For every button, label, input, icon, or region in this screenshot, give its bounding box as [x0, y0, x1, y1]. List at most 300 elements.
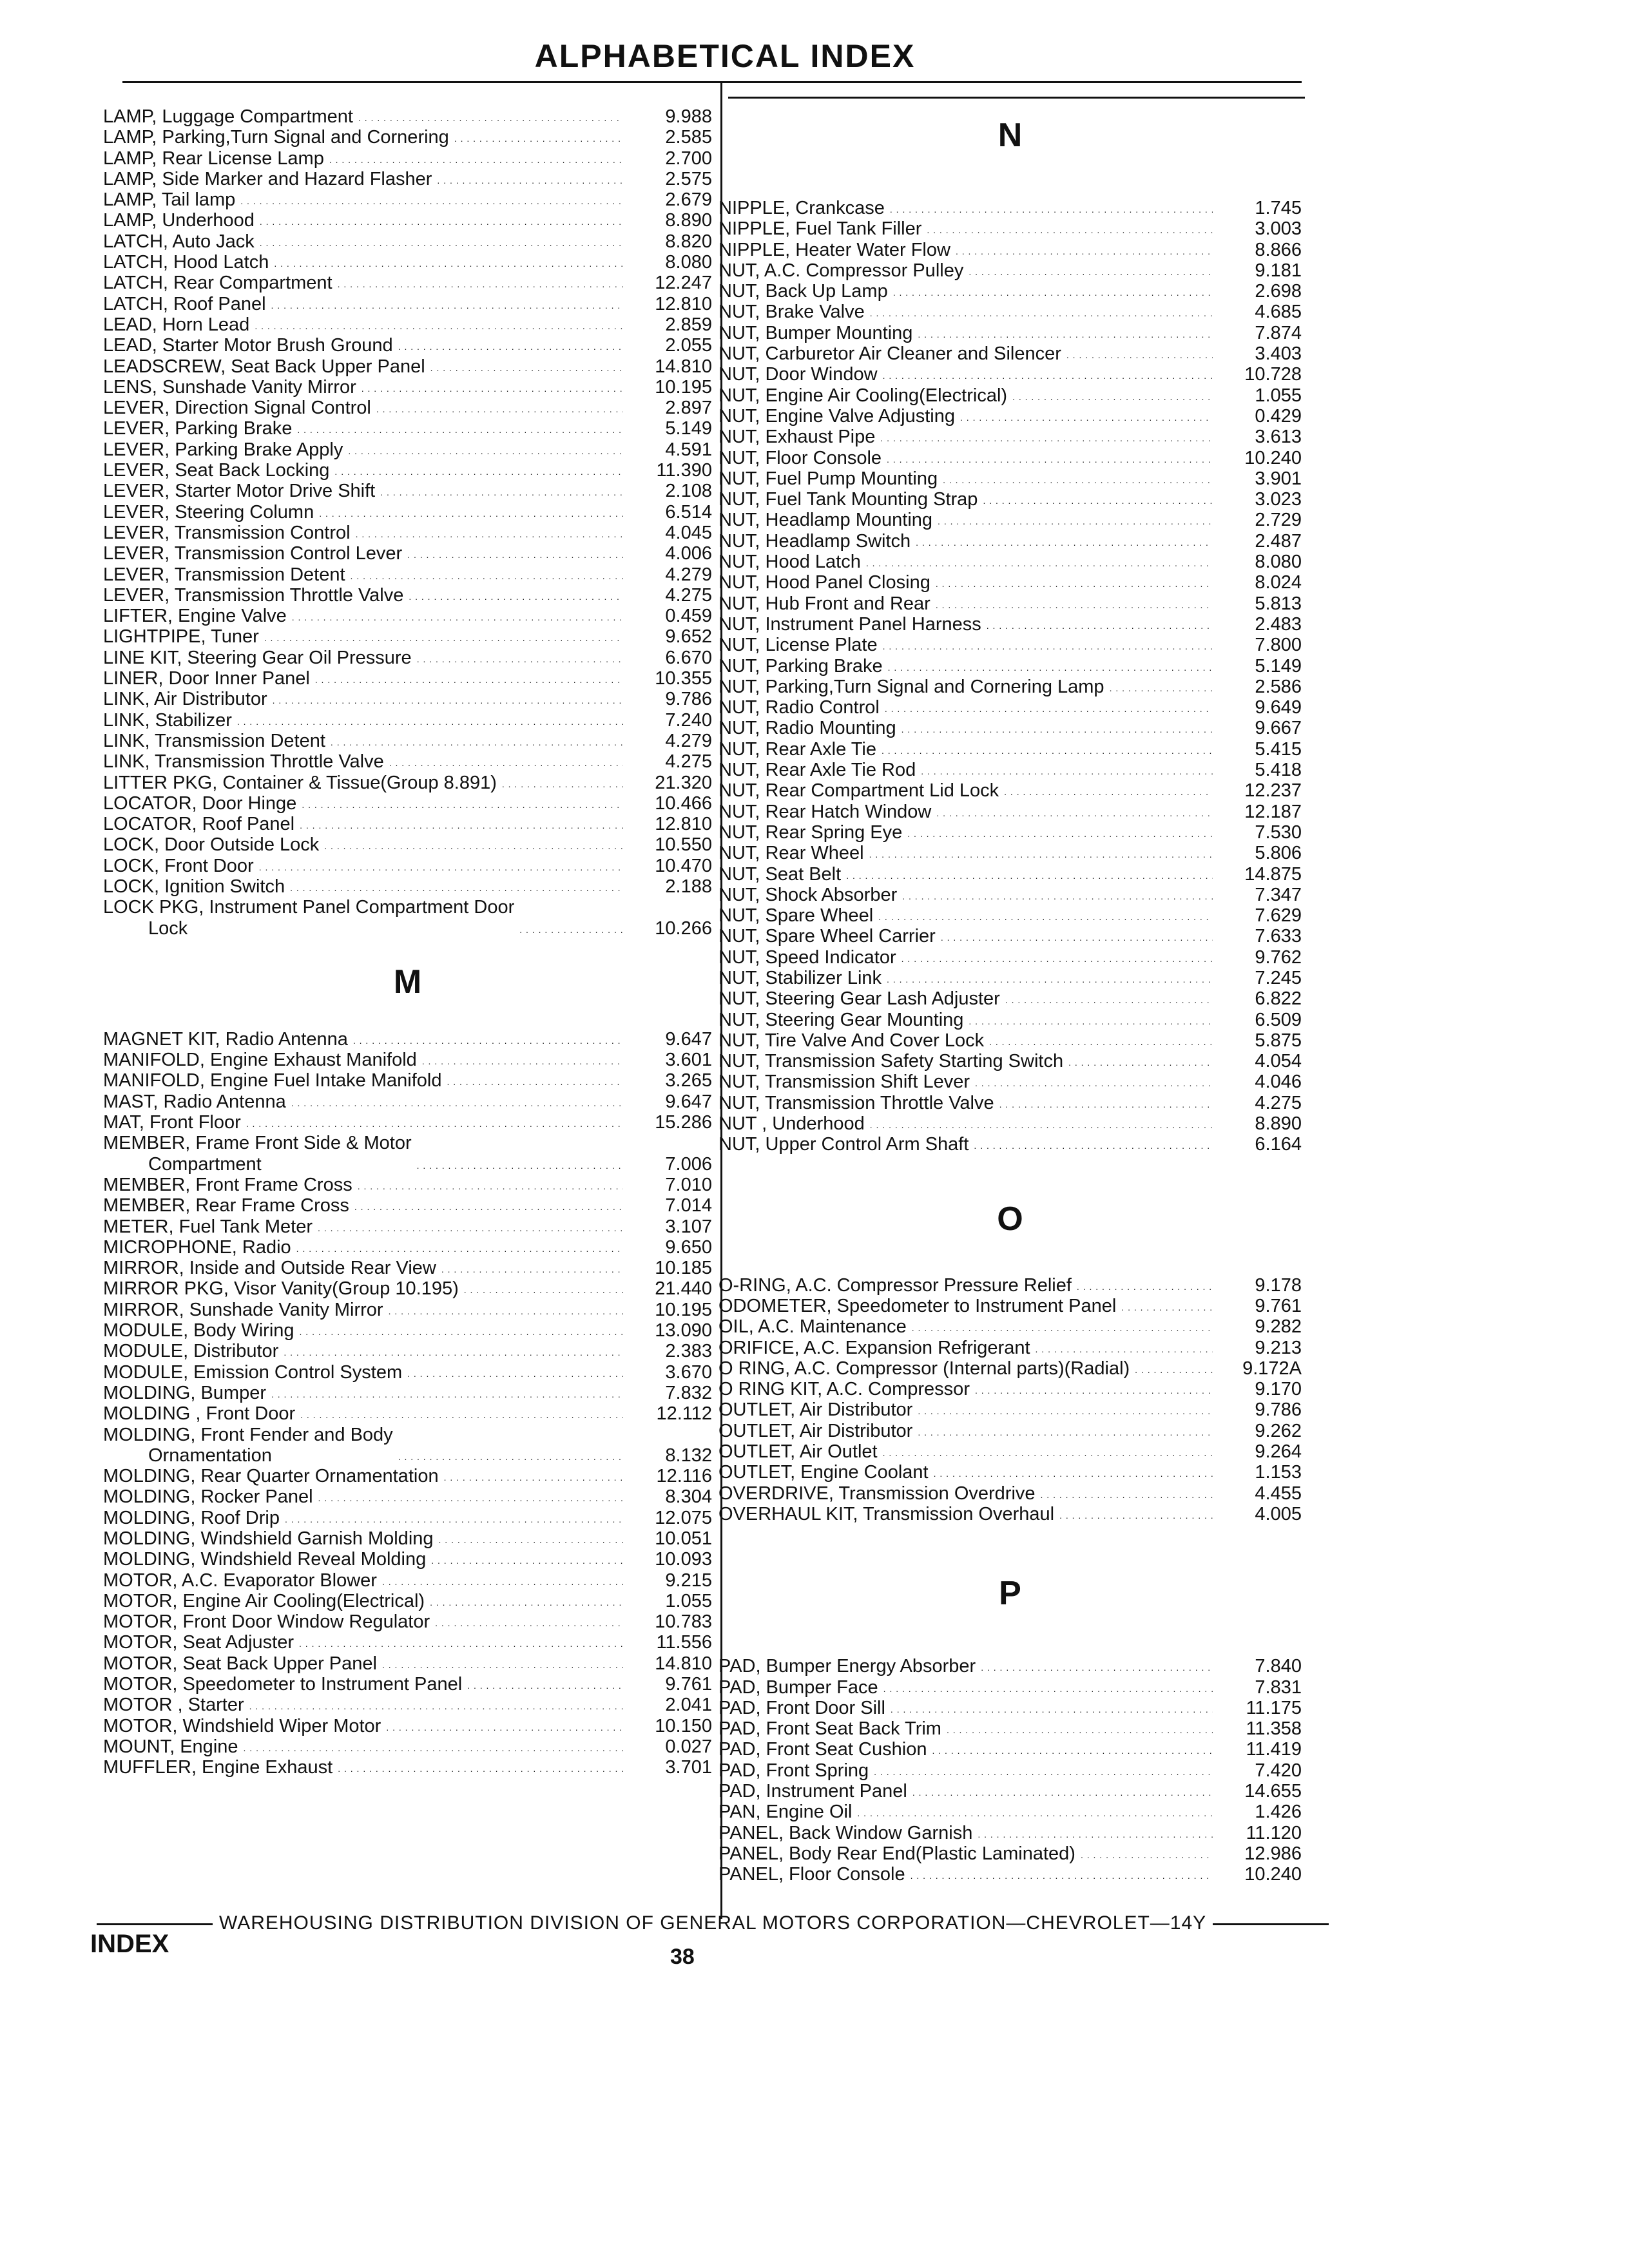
dot-leader: [902, 885, 1213, 905]
index-entry: [718, 1421, 1302, 1441]
section-n-list: [718, 198, 1302, 1155]
entry-description: NUT, Shock Absorber: [718, 884, 898, 905]
dot-leader: [318, 1216, 623, 1237]
dot-leader: [1077, 1275, 1213, 1296]
dot-leader: [1066, 343, 1213, 364]
entry-group-number: 4.005: [1255, 1503, 1302, 1524]
dot-leader: [880, 427, 1213, 447]
entry-description: NUT, Transmission Throttle Valve: [718, 1092, 994, 1113]
dot-leader: [857, 1802, 1213, 1822]
entry-description-multiline: [103, 1133, 412, 1175]
dot-leader: [927, 218, 1213, 239]
entry-description: LEVER, Starter Motor Drive Shift: [103, 481, 376, 502]
index-entry: [103, 731, 712, 751]
index-entry: [103, 1216, 712, 1237]
section-m-list: [103, 1029, 712, 1778]
dot-leader: [956, 240, 1213, 260]
dot-leader: [943, 468, 1213, 489]
index-entry: [718, 552, 1302, 572]
dot-leader: [292, 606, 623, 626]
entry-description: PAD, Front Door Sill: [718, 1697, 885, 1718]
dot-leader: [891, 1698, 1213, 1718]
dot-leader: [380, 481, 623, 501]
entry-description: MAGNET KIT, Radio Antenna: [103, 1028, 348, 1050]
index-entry: [718, 926, 1302, 947]
dot-leader: [911, 1864, 1213, 1885]
entry-description: MEMBER, Front Frame Cross: [103, 1174, 352, 1195]
dot-leader: [938, 510, 1213, 530]
entry-group-number: 8.820: [665, 231, 712, 252]
dot-leader: [386, 1716, 623, 1736]
entry-description: MANIFOLD, Engine Fuel Intake Manifold: [103, 1070, 442, 1091]
entry-description: NUT, Rear Hatch Window: [718, 801, 932, 822]
section-p-list: [718, 1656, 1302, 1885]
entry-description: OUTLET, Air Outlet: [718, 1441, 878, 1463]
dot-leader: [285, 1508, 623, 1528]
entry-description: PAD, Front Seat Back Trim: [718, 1718, 941, 1740]
dot-leader: [398, 335, 623, 356]
entry-description: MOLDING , Front Door: [103, 1403, 296, 1425]
index-entry: [718, 1677, 1302, 1698]
entry-group-number: 9.282: [1255, 1316, 1302, 1338]
dot-leader: [912, 1316, 1213, 1337]
index-entry: [103, 1757, 712, 1778]
footer-rule-left: [97, 1923, 213, 1925]
entry-description: PANEL, Body Rear End(Plastic Laminated): [718, 1843, 1075, 1864]
entry-group-number: 12.810: [655, 293, 712, 314]
index-entry: [718, 302, 1302, 322]
entry-description: LATCH, Roof Panel: [103, 293, 266, 314]
dot-leader: [870, 302, 1213, 322]
entry-description: NUT, Fuel Pump Mounting: [718, 468, 938, 489]
entry-description: PAD, Front Seat Cushion: [718, 1739, 927, 1760]
entry-group-number: 10.051: [655, 1528, 712, 1549]
index-entry: [718, 905, 1302, 926]
dot-leader: [869, 843, 1213, 863]
index-entry: [718, 885, 1302, 905]
dot-leader: [978, 1823, 1213, 1843]
header-rule: [122, 81, 1302, 83]
entry-group-number: 4.275: [665, 584, 712, 606]
index-entry: [718, 697, 1302, 718]
dot-leader: [1005, 988, 1213, 1009]
entry-group-number: 9.761: [665, 1674, 712, 1695]
entry-group-number: 4.275: [665, 751, 712, 773]
dot-leader: [1068, 1051, 1213, 1072]
index-entry: [103, 793, 712, 814]
entry-description: LINK, Transmission Detent: [103, 730, 325, 751]
entry-description: MUFFLER, Engine Exhaust: [103, 1757, 333, 1778]
entry-description: LEAD, Starter Motor Brush Ground: [103, 335, 393, 356]
index-entry: [718, 468, 1302, 489]
entry-group-number: 8.304: [665, 1486, 712, 1508]
entry-description: NUT, Rear Wheel: [718, 843, 864, 864]
entry-group-number: 12.187: [1244, 801, 1302, 822]
dot-leader: [936, 572, 1213, 593]
dot-leader: [271, 1383, 623, 1403]
index-entry: [718, 531, 1302, 552]
index-entry: [103, 1528, 712, 1549]
entry-group-number: 2.041: [665, 1695, 712, 1716]
index-entry: [103, 210, 712, 231]
section-n: [718, 106, 1302, 1155]
entry-description: NIPPLE, Heater Water Flow: [718, 239, 950, 260]
entry-description: LATCH, Auto Jack: [103, 231, 255, 252]
entry-description: NUT, Radio Control: [718, 697, 880, 718]
dot-leader: [296, 1237, 623, 1258]
entry-group-number: 6.670: [665, 647, 712, 668]
entry-group-number: 3.613: [1255, 427, 1302, 448]
entry-description: NIPPLE, Crankcase: [718, 198, 885, 218]
index-entry: [718, 1823, 1302, 1843]
entry-group-number: 7.014: [665, 1195, 712, 1216]
entry-group-number: 2.700: [665, 148, 712, 169]
entry-group-number: 3.670: [665, 1361, 712, 1383]
dot-leader: [376, 398, 623, 418]
index-entry: [103, 1570, 712, 1591]
index-entry: [103, 834, 712, 855]
index-entry: [103, 1237, 712, 1258]
index-entry: [718, 1656, 1302, 1677]
entry-group-number: 9.178: [1255, 1274, 1302, 1296]
dot-leader: [916, 531, 1213, 552]
entry-group-number: 1.055: [1255, 385, 1302, 406]
dot-leader: [1036, 1338, 1213, 1358]
entry-group-number: 7.530: [1255, 822, 1302, 843]
entry-description: NUT, Stabilizer Link: [718, 967, 882, 988]
entry-description: MOLDING, Rocker Panel: [103, 1486, 313, 1508]
entry-description: MOLDING, Front Fender and Body: [103, 1424, 393, 1445]
dot-leader: [887, 968, 1213, 988]
entry-description: MOTOR, A.C. Evaporator Blower: [103, 1570, 377, 1591]
entry-description: NUT, Headlamp Switch: [718, 530, 911, 552]
entry-description: MOTOR, Seat Adjuster: [103, 1632, 294, 1653]
index-entry: [103, 876, 712, 897]
entry-description: OVERHAUL KIT, Transmission Overhaul: [718, 1503, 1055, 1524]
index-entry: [103, 1466, 712, 1486]
entry-group-number: 0.429: [1255, 405, 1302, 427]
entry-description-multiline: [103, 897, 514, 939]
index-entry: [103, 106, 712, 127]
entry-group-number: 4.046: [1255, 1072, 1302, 1093]
entry-group-number: 6.164: [1255, 1134, 1302, 1155]
entry-description: LOCATOR, Door Hinge: [103, 793, 297, 814]
entry-group-number: 2.483: [1255, 613, 1302, 635]
entry-description: LIGHTPIPE, Tuner: [103, 626, 259, 648]
index-entry: [103, 1133, 712, 1175]
index-entry: [103, 856, 712, 876]
index-entry: [103, 1425, 712, 1466]
dot-leader: [1059, 1504, 1213, 1524]
entry-group-number: 9.647: [665, 1028, 712, 1050]
index-entry: [103, 585, 712, 606]
entry-group-number: 11.358: [1246, 1718, 1302, 1740]
dot-leader: [960, 406, 1213, 427]
entry-group-number: 9.262: [1255, 1420, 1302, 1441]
section-m: [103, 953, 712, 1778]
index-entry: [718, 1316, 1302, 1337]
section-letter-m: M: [393, 963, 422, 1001]
dot-leader: [1121, 1296, 1213, 1316]
entry-description: NUT, Seat Belt: [718, 863, 842, 885]
section-p: [718, 1564, 1302, 1885]
dot-leader: [315, 668, 623, 689]
dot-leader: [464, 1278, 623, 1299]
dot-leader: [870, 1113, 1213, 1134]
index-entry: [103, 502, 712, 523]
dot-leader: [260, 231, 623, 252]
entry-description: LEVER, Transmission Control: [103, 522, 351, 543]
entry-description: LINE KIT, Steering Gear Oil Pressure: [103, 647, 412, 668]
index-entry: [103, 1050, 712, 1070]
index-entry: [718, 1462, 1302, 1483]
entry-description: LOCATOR, Roof Panel: [103, 814, 295, 835]
entry-description: MEMBER, Rear Frame Cross: [103, 1195, 349, 1216]
index-entry: [718, 260, 1302, 281]
index-entry: [103, 294, 712, 314]
entry-group-number: 3.107: [665, 1216, 712, 1237]
dot-leader: [297, 418, 623, 439]
header-rule-right: [728, 97, 1305, 99]
index-entry: [718, 780, 1302, 801]
dot-leader: [274, 252, 623, 273]
entry-group-number: 11.175: [1246, 1697, 1302, 1718]
entry-group-number: 10.266: [655, 918, 712, 939]
entry-group-number: 4.279: [665, 564, 712, 585]
entry-description: LITTER PKG, Container & Tissue(Group 8.891): [103, 772, 497, 793]
entry-group-number: 9.988: [665, 106, 712, 127]
index-entry: [103, 1362, 712, 1383]
index-entry: [103, 751, 712, 772]
index-entry: [718, 1338, 1302, 1358]
entry-description: MOTOR, Engine Air Cooling(Electrical): [103, 1590, 425, 1611]
dot-leader: [890, 198, 1213, 218]
dot-leader: [422, 1050, 623, 1070]
dot-leader: [290, 876, 623, 897]
entry-description: NUT, Radio Mounting: [718, 718, 896, 739]
dot-leader: [441, 1258, 623, 1278]
entry-description-continued: Ornamentation: [148, 1445, 272, 1466]
entry-group-number: 3.701: [665, 1757, 712, 1778]
index-entry: [103, 689, 712, 709]
entry-group-number: 9.647: [665, 1091, 712, 1112]
dot-leader: [883, 1441, 1213, 1462]
dot-leader: [437, 169, 623, 189]
entry-description: PANEL, Floor Console: [718, 1864, 905, 1885]
entry-description: LATCH, Rear Compartment: [103, 273, 333, 294]
entry-group-number: 10.470: [655, 855, 712, 876]
entry-group-number: 9.761: [1255, 1295, 1302, 1316]
entry-group-number: 3.023: [1255, 489, 1302, 510]
entry-group-number: 7.010: [665, 1174, 712, 1195]
entry-group-number: 2.897: [665, 398, 712, 419]
index-entry: [718, 448, 1302, 468]
index-entry: [103, 1195, 712, 1216]
index-entry: [103, 814, 712, 834]
dot-leader: [329, 148, 623, 169]
index-entry: [103, 335, 712, 356]
entry-group-number: 8.080: [665, 252, 712, 273]
index-entry: [718, 1113, 1302, 1134]
entry-group-number: 10.150: [655, 1715, 712, 1736]
page-number: 38: [670, 1945, 695, 1969]
index-entry: [103, 252, 712, 273]
entry-group-number: 1.426: [1255, 1802, 1302, 1823]
entry-description: MOLDING, Roof Drip: [103, 1507, 280, 1528]
index-entry: [718, 802, 1302, 822]
footer-line: [90, 1912, 1411, 1934]
entry-group-number: 2.859: [665, 314, 712, 335]
index-entry: [718, 1358, 1302, 1379]
dot-leader: [975, 1072, 1213, 1092]
dot-leader: [1110, 677, 1213, 697]
entry-description: O RING KIT, A.C. Compressor: [718, 1379, 970, 1400]
index-entry: [718, 843, 1302, 863]
entry-group-number: 1.745: [1255, 198, 1302, 218]
dot-leader: [244, 1736, 623, 1757]
footer-rule-right: [1213, 1923, 1329, 1925]
index-entry: [718, 343, 1302, 364]
dot-leader: [260, 210, 623, 231]
entry-description: LEVER, Steering Column: [103, 501, 314, 523]
dot-leader: [351, 564, 623, 585]
index-entry: [103, 398, 712, 418]
dot-leader: [921, 760, 1213, 780]
entry-group-number: 9.762: [1255, 947, 1302, 968]
dot-leader: [934, 1462, 1213, 1483]
entry-description-continued: Lock: [148, 918, 188, 939]
entry-group-number: 6.514: [665, 501, 712, 523]
entry-group-number: 9.181: [1255, 260, 1302, 281]
entry-description: MODULE, Distributor: [103, 1341, 279, 1362]
index-entry: [718, 1030, 1302, 1051]
index-entry: [103, 1175, 712, 1195]
index-entry: [718, 240, 1302, 260]
entry-description: MIRROR, Inside and Outside Rear View: [103, 1258, 436, 1279]
index-entry: [718, 572, 1302, 593]
entry-description: NUT, Rear Axle Tie Rod: [718, 760, 916, 781]
index-entry: [103, 231, 712, 252]
dot-leader: [430, 356, 623, 377]
entry-description: MOTOR, Speedometer to Instrument Panel: [103, 1674, 463, 1695]
entry-description: PAD, Front Spring: [718, 1760, 869, 1781]
dot-leader: [358, 1175, 623, 1195]
dot-leader: [999, 1093, 1213, 1113]
index-entry: [718, 593, 1302, 614]
entry-group-number: 4.045: [665, 522, 712, 543]
index-entry: [103, 377, 712, 398]
entry-group-number: 9.786: [665, 689, 712, 710]
entry-description: NUT, Instrument Panel Harness: [718, 613, 981, 635]
index-entry: [103, 1591, 712, 1611]
index-entry: [103, 543, 712, 564]
entry-description: NUT, Transmission Safety Starting Switch: [718, 1051, 1064, 1072]
index-entry: [718, 677, 1302, 697]
dot-leader: [1081, 1843, 1213, 1864]
index-entry: [718, 489, 1302, 510]
entry-group-number: 2.729: [1255, 510, 1302, 531]
index-entry: [718, 1399, 1302, 1420]
entry-description: NUT, Spare Wheel Carrier: [718, 926, 936, 947]
entry-description: NUT, Speed Indicator: [718, 947, 896, 968]
index-entry: [103, 710, 712, 731]
index-entry: [103, 189, 712, 210]
entry-group-number: 7.006: [665, 1153, 712, 1175]
entry-description: O RING, A.C. Compressor (Internal parts)(Radial): [718, 1358, 1130, 1379]
index-entry: [103, 1695, 712, 1715]
entry-group-number: 2.055: [665, 335, 712, 356]
dot-leader: [983, 489, 1213, 510]
dot-leader: [356, 523, 623, 543]
entry-description: LEVER, Transmission Detent: [103, 564, 345, 585]
entry-description: MIRROR, Sunshade Vanity Mirror: [103, 1299, 383, 1320]
dot-leader: [249, 1695, 623, 1715]
entry-description: LINER, Door Inner Panel: [103, 668, 310, 689]
entry-group-number: 4.685: [1255, 302, 1302, 323]
entry-group-number: 10.466: [655, 793, 712, 814]
entry-description: PAD, Bumper Face: [718, 1677, 878, 1698]
index-entry: [103, 148, 712, 169]
dot-leader: [883, 1677, 1213, 1698]
index-entry: [103, 523, 712, 543]
entry-description: NUT, Parking,Turn Signal and Cornering Lamp: [718, 676, 1104, 697]
dot-leader: [932, 1739, 1213, 1760]
entry-group-number: 2.188: [665, 876, 712, 897]
index-entry: [103, 1674, 712, 1695]
entry-description: NUT, Headlamp Mounting: [718, 510, 933, 531]
entry-description: LEVER, Transmission Throttle Valve: [103, 584, 404, 606]
section-letter-o: O: [997, 1200, 1023, 1238]
entry-group-number: 14.810: [655, 356, 712, 377]
index-entry: [103, 1070, 712, 1091]
entry-group-number: 5.415: [1255, 738, 1302, 760]
entry-group-number: 10.728: [1244, 364, 1302, 385]
index-entry: [718, 510, 1302, 530]
entry-description: NUT, Hub Front and Rear: [718, 593, 930, 614]
entry-group-number: 10.783: [655, 1611, 712, 1633]
dot-leader: [467, 1674, 623, 1695]
entry-group-number: 7.240: [665, 709, 712, 731]
entry-group-number: 2.108: [665, 481, 712, 502]
index-entry: [718, 1739, 1302, 1760]
dot-leader: [883, 635, 1213, 655]
entry-description: NUT, Tire Valve And Cover Lock: [718, 1030, 985, 1051]
entry-description: PAD, Instrument Panel: [718, 1781, 907, 1802]
index-entry: [718, 1134, 1302, 1155]
index-entry: [103, 1611, 712, 1632]
index-entry: [718, 718, 1302, 738]
entry-group-number: 14.655: [1244, 1781, 1302, 1802]
entry-description: MOTOR , Starter: [103, 1695, 244, 1716]
entry-description: NUT, Door Window: [718, 364, 878, 385]
entry-description: ODOMETER, Speedometer to Instrument Panel: [718, 1295, 1117, 1316]
dot-leader: [1004, 780, 1213, 801]
dot-leader: [338, 1757, 623, 1778]
entry-description: NUT, Carburetor Air Cleaner and Silencer: [718, 343, 1061, 365]
dot-leader: [319, 502, 623, 523]
entry-group-number: 2.487: [1255, 530, 1302, 552]
dot-leader: [417, 1154, 623, 1175]
entry-group-number: 7.245: [1255, 967, 1302, 988]
entry-group-number: 9.650: [665, 1236, 712, 1258]
dot-leader: [987, 614, 1213, 635]
index-entry: [103, 1736, 712, 1757]
index-entry: [718, 1072, 1302, 1092]
footer-text: WAREHOUSING DISTRIBUTION DIVISION OF GENERAL MOTORS CORPORATION—CHEVROLET—14Y: [219, 1912, 1207, 1934]
index-entry: [718, 822, 1302, 843]
entry-group-number: 5.418: [1255, 760, 1302, 781]
dot-leader: [1135, 1358, 1213, 1379]
